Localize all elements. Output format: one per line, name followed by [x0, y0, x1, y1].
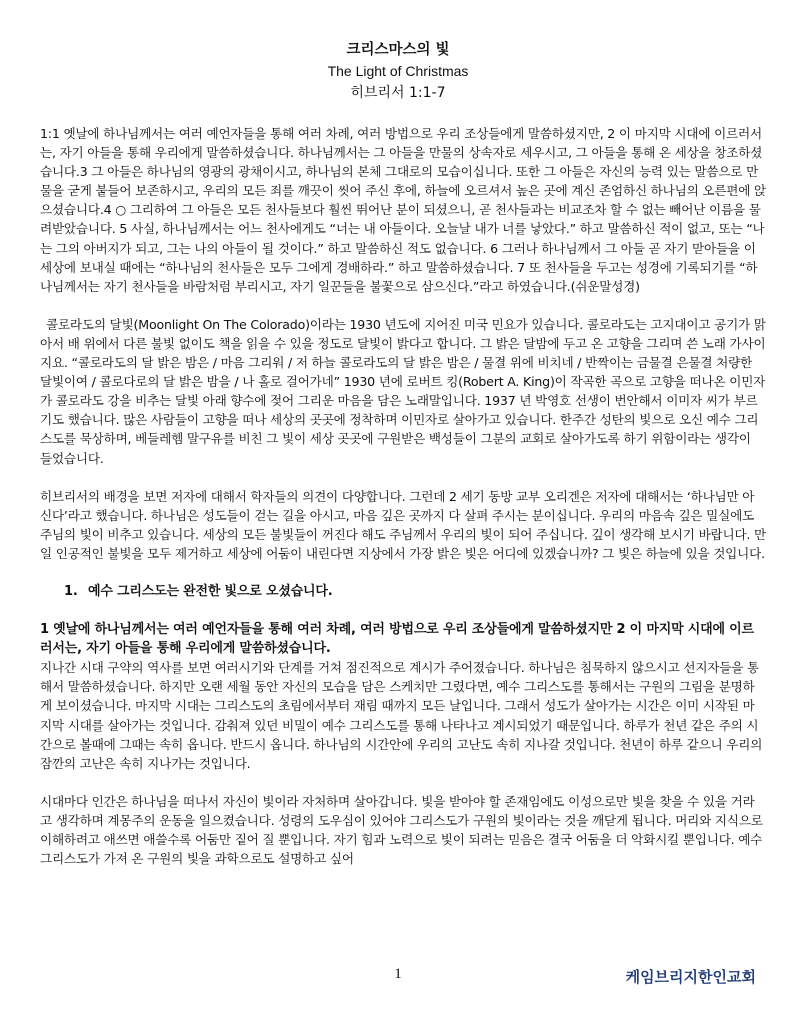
body-paragraph: 시대마다 인간은 하나님을 떠나서 자신이 빛이라 자처하며 살아갑니다. 빛을 받아야 할 존재임에도 이성으로만 빛을 찾을 수 있을 거라고 생각하며 계몽주의 운동을 일으켰습니다. 성령의 도우심이 있어야 그리스도가 구원의 빛이라는 것을 깨닫게 됩니다. 머리와 지식으로 이해하려고 애쓰면 애쓸수록 어둠만 짙어 질 뿐입니다. 자기 힘과 노력으로 빛이 되려는 믿음은 결국 어둠을 더 악화시킬 뿐입니다. 예수 그리스도가 가져 온 구원의 빛을 과학으로도 설명하고 싶어 [40, 793, 763, 867]
document-title: 크리스마스의 빛 [346, 42, 450, 58]
scripture-reference: 히브리서 1:1-7 [350, 85, 446, 101]
body-paragraph: 콜로라도의 달빛(Moonlight On The Colorado)이라는 1930 년도에 지어진 미국 민요가 있습니다. 콜로라도는 고지대이고 공기가 맑아서 배 위에서 다른 불빛 없이도 책을 읽을 수 있을 정도로 달빛이 밝다고 합니다. 그 밝은 달밤에 두고 온 고향을 그리며 쓴 노래 가사이지요. “콜로라도의 달 밝은 밤은 / 마음 그리워 / 저 하늘 콜로라도의 달 밝은 밤은 / 물결 위에 비치네 / 반짝이는 금물결 은물결 처량한 달빛이여 / 콜로다로의 달 밝은 밤을 / 나 홀로 걸어가네” 1930 년에 로버트 킹(Robert A. King)이 작곡한 곡으로 고향을 떠나온 이민자가 콜로라도 강을 비추는 달빛 아래 향수에 젖어 그리운 마음을 담은 노래말입니다. 1937 년 박영호 선생이 번안해서 이미자 씨가 부르기도 했습니다. 많은 사람들이 고향을 떠나 세상의 곳곳에 정착하며 이민자로 살아가고 있습니다. 한주간 성탄의 빛으로 오신 예수 그리스도를 묵상하며, 베들레헴 말구유를 비친 그 빛이 세상 곳곳에 구원받은 백성들이 그분의 교회로 살아가도록 하기 위함이라는 생각이 들었습니다. [40, 316, 766, 466]
body-paragraph: 히브리서의 배경을 보면 저자에 대해서 학자들의 의견이 다양합니다. 그런데 2 세기 동방 교부 오리겐은 저자에 대해서는 ‘하나님만 아신다’라고 했습니다. 하나님은 성도들이 걷는 길을 아시고, 마음 깊은 곳까지 다 살펴 주시는 분이십니다. 우리의 마음속 깊은 밀실에도 주님의 빛이 비추고 있습니다. 세상의 모든 불빛들이 꺼진다 해도 주님께서 우리의 빛이 되어 주십니다. 깊이 생각해 보시기 바랍니다. 만일 인공적인 불빛을 모두 제거하고 세상에 어둠이 내린다면 지상에서 가장 밝은 빛은 어디에 있겠습니까? 그 빛은 하늘에 있을 것입니다. [40, 488, 767, 561]
section-heading-text: 예수 그리스도는 완전한 빛으로 오셨습니다. [88, 583, 333, 599]
document-header [0, 40, 796, 104]
section-heading [64, 582, 766, 601]
document-body [40, 124, 766, 887]
page-number: 1 [394, 966, 402, 982]
section-number: 1. [64, 583, 78, 599]
body-paragraph: 지나간 시대 구약의 역사를 보면 여러시기와 단계를 거쳐 점진적으로 계시가 주어졌습니다. 하나님은 침묵하지 않으시고 선지자들을 통해서 말씀하셨습니다. 하지만 오랜 세월 동안 자신의 모습을 담은 스케치만 그렸다면, 예수 그리스도를 통해서는 구원의 그림을 분명하게 보이셨습니다. 마지막 시대는 그리스도의 초림에서부터 재림 때까지 모든 날입니다. 그래서 성도가 살아가는 시간은 이미 시작된 마지막 시대를 살아가는 것입니다. 감춰져 있던 비밀이 예수 그리스도를 통해 나타나고 계시되었기 때문입니다. 하루가 천년 같은 주의 시간으로 볼때에 그때는 속히 옵니다. 반드시 옵니다. 하나님의 시간안에 우리의 고난도 속히 지나갈 것입니다. 천년이 하루 같으니 우리의 잠깐의 고난은 속히 지나가는 것입니다. [40, 660, 763, 771]
church-name: 케임브리지한인교회 [625, 968, 756, 986]
document-subtitle: The Light of Christmas [327, 63, 469, 79]
scripture-passage: 1:1 옛날에 하나님께서는 여러 예언자들을 통해 여러 차례, 여러 방법으로 우리 조상들에게 말씀하셨지만, 2 이 마지막 시대에 이르러서는, 자기 아들을 통해 우리에게 말씀하셨습니다. 하나님께서는 그 아들을 만물의 상속자로 세우시고, 그 아들을 통해 온 세상을 창조하셨습니다.3 그 아들은 하나님의 영광의 광채이시고, 하나님의 본체 그대로의 모습이십니다. 또한 그 아들은 자신의 능력 있는 말씀으로 만물을 굳게 붙들어 보존하시고, 우리의 모든 죄를 깨끗이 씻어 주신 후에, 하늘에 오르셔서 높은 곳에 계신 존엄하신 하나님의 오른편에 앉으셨습니다.4 ○ 그리하여 그 아들은 모든 천사들보다 훨씬 뛰어난 분이 되셨으니, 곧 천사들과는 비교조차 할 수 없는 빼어난 이름을 물려받았습니다. 5 사실, 하나님께서는 어느 천사에게도 “너는 내 아들이다. 오늘날 내가 너를 낳았다.” 하고 말씀하신 적이 없고, 또는 “나는 그의 아버지가 되고, 그는 나의 아들이 될 것이다.” 하고 말씀하신 적도 없습니다. 6 그러나 하나님께서 그 아들 곧 자기 맏아들을 이 세상에 보내실 때에는 “하나님의 천사들은 모두 그에게 경배하라.” 하고 말씀하셨습니다. 7 또 천사들을 두고는 성경에 기록되기를 “하나님께서는 자기 천사들을 바람처럼 부리시고, 자기 일꾼들을 불꽃으로 삼으신다.”라고 하였습니다.(쉬운말성경) [40, 126, 767, 294]
verse-quote: 1 옛날에 하나님께서는 여러 예언자들을 통해 여러 차례, 여러 방법으로 우리 조상들에게 말씀하셨지만 2 이 마지막 시대에 이르러서는, 자기 아들을 통해 우리에게 말씀하셨습니다. [40, 622, 754, 657]
